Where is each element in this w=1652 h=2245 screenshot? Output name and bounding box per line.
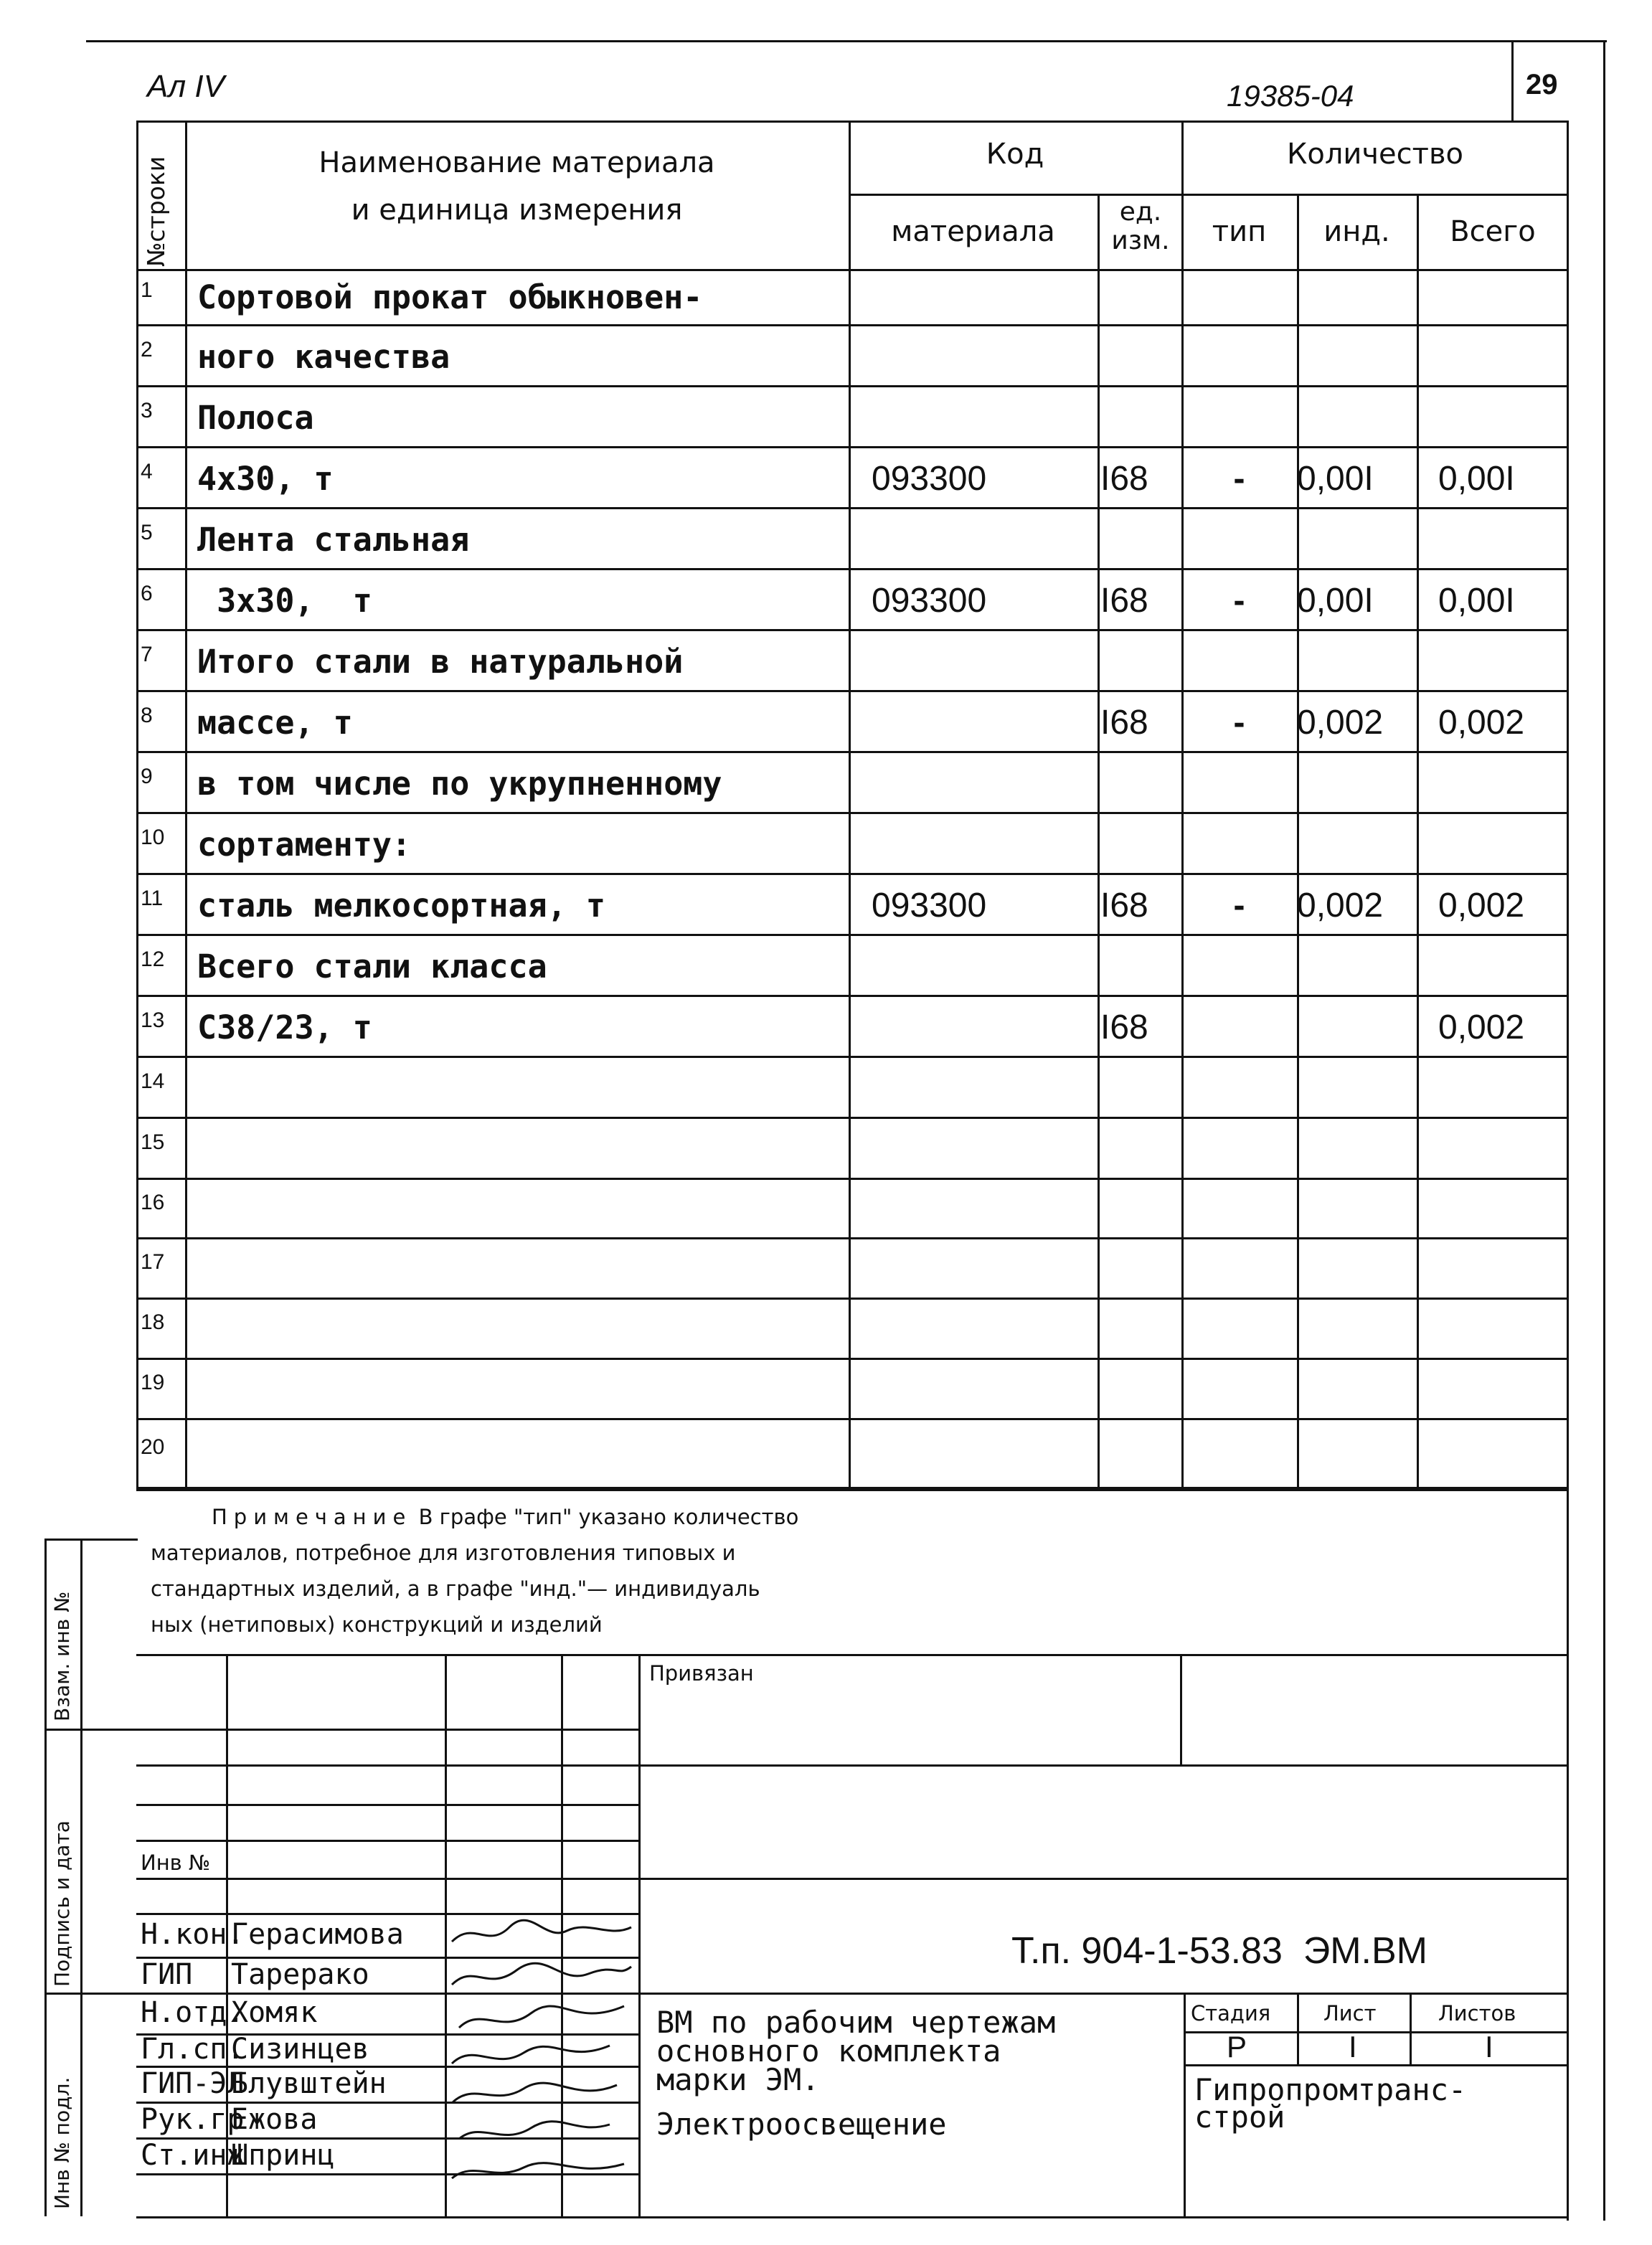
quantity-total: 0,00I [1438, 582, 1515, 620]
quantity-total [1438, 1360, 1567, 1420]
quantity-total: 0,002 [1438, 887, 1525, 925]
unit-code [1100, 387, 1179, 448]
table-row [0, 875, 1569, 936]
row-number: 7 [141, 643, 153, 666]
note-line3: стандартных изделий, а в графе "инд."— индивидуаль [151, 1577, 760, 1601]
signer-role: ГИП-ЭЛ [141, 2067, 245, 2100]
quantity-total [1438, 509, 1567, 570]
material-name: сортаменту: [197, 826, 412, 864]
organization [1194, 2072, 1467, 2135]
sheet-value: I [1349, 2030, 1357, 2064]
material-code [872, 692, 1087, 753]
row-number: 19 [141, 1371, 165, 1394]
quantity-total [1438, 753, 1567, 814]
quantity-ind [1297, 1239, 1417, 1300]
quantity-total [1438, 1119, 1567, 1180]
page-number: 29 [1526, 69, 1558, 100]
quantity-ind: 0,002 [1297, 887, 1384, 925]
stage-label: Стадия [1191, 2001, 1271, 2026]
material-name: ного качества [197, 338, 450, 376]
quantity-ind [1297, 1420, 1417, 1489]
row-number: 14 [141, 1069, 165, 1093]
header-type: тип [1212, 215, 1267, 248]
stamp-signature-date: Подпись и дата [50, 1820, 74, 1987]
material-code [872, 997, 1087, 1058]
quantity-total [1438, 1239, 1567, 1300]
header-total: Всего [1450, 215, 1536, 248]
signer-name: Сизинцев [231, 2033, 369, 2066]
row-number: 17 [141, 1250, 165, 1274]
quantity-type [1181, 1058, 1297, 1119]
unit-code [1100, 936, 1179, 997]
table-row [0, 509, 1569, 570]
header-quantity: Количество [1286, 138, 1463, 171]
material-name: 4x30, т [197, 460, 334, 498]
quantity-type [1181, 753, 1297, 814]
quantity-type [1181, 936, 1297, 997]
signer-name: Герасимова [231, 1918, 404, 1951]
quantity-ind [1297, 326, 1417, 387]
material-code: 093300 [872, 887, 987, 925]
signer-name: Тарерако [231, 1958, 369, 1991]
material-name: Сортовой прокат обыкновен- [197, 278, 703, 316]
signer-role: Н.кон. [141, 1918, 245, 1951]
table-row [0, 269, 1569, 326]
quantity-ind [1297, 814, 1417, 875]
header-code: Код [986, 138, 1044, 171]
unit-code [1100, 631, 1179, 692]
quantity-ind: 0,00I [1297, 460, 1374, 498]
quantity-ind [1297, 269, 1417, 326]
material-code [872, 753, 1087, 814]
table-row [0, 997, 1569, 1058]
quantity-ind [1297, 997, 1417, 1058]
material-code [872, 269, 1087, 326]
table-row [0, 1058, 1569, 1119]
signer-role: ГИП [141, 1958, 193, 1991]
material-code [872, 1058, 1087, 1119]
row-number: 15 [141, 1130, 165, 1154]
row-number: 13 [141, 1008, 165, 1032]
organization-line1: Гипропромтранс- [1194, 2072, 1467, 2107]
material-name [197, 1119, 846, 1180]
row-number: 1 [141, 278, 153, 302]
row-number: 4 [141, 460, 153, 483]
quantity-type [1181, 509, 1297, 570]
material-name: Итого стали в натуральной [197, 643, 684, 681]
row-number: 5 [141, 521, 153, 544]
header-material: материала [891, 215, 1055, 248]
quantity-type: - [1233, 460, 1245, 498]
quantity-ind [1297, 1180, 1417, 1239]
material-name [197, 1360, 846, 1420]
unit-code [1100, 814, 1179, 875]
quantity-total: 0,002 [1438, 704, 1525, 742]
unit-code [1100, 753, 1179, 814]
quantity-type [1181, 1180, 1297, 1239]
material-name: 3x30, т [197, 582, 372, 620]
quantity-type [1181, 1360, 1297, 1420]
table-row [0, 1239, 1569, 1300]
table-row [0, 326, 1569, 387]
quantity-type [1181, 1119, 1297, 1180]
quantity-total [1438, 1058, 1567, 1119]
signer-name: Ежова [231, 2103, 318, 2136]
right-frame-line [1603, 40, 1605, 2221]
sheets-value: I [1485, 2030, 1493, 2064]
stamp-inv-podl: Инв № подл. [50, 2076, 74, 2209]
quantity-total: 0,00I [1438, 460, 1515, 498]
quantity-total [1438, 387, 1567, 448]
quantity-ind [1297, 1058, 1417, 1119]
quantity-type [1181, 1239, 1297, 1300]
note-text [151, 1499, 798, 1643]
corner-mark: Ал IV [147, 69, 225, 104]
signer-role: Ст.инж [141, 2139, 245, 2172]
material-name [197, 1300, 846, 1360]
table-row [0, 631, 1569, 692]
quantity-ind [1297, 753, 1417, 814]
unit-code [1100, 269, 1179, 326]
document-number: 19385-04 [1227, 79, 1354, 113]
note-line4: ных (нетиповых) конструкций и изделий [151, 1612, 603, 1637]
quantity-type [1181, 631, 1297, 692]
note-line1: В графе "тип" указано количество [418, 1505, 799, 1529]
table-row [0, 448, 1569, 509]
material-code: 093300 [872, 460, 987, 498]
material-code [872, 1420, 1087, 1489]
table-row [0, 387, 1569, 448]
row-number: 12 [141, 947, 165, 971]
material-name: С38/23, т [197, 1008, 372, 1046]
quantity-total [1438, 814, 1567, 875]
table-row [0, 1180, 1569, 1239]
stage-value: Р [1227, 2030, 1247, 2064]
signer-role: Рук.гр [141, 2103, 245, 2136]
header-ind: инд. [1323, 215, 1390, 248]
material-name: Всего стали класса [197, 947, 547, 986]
header-unit: ед. изм. [1111, 197, 1170, 255]
material-name [197, 1058, 846, 1119]
row-number: 6 [141, 582, 153, 605]
unit-code [1100, 326, 1179, 387]
table-row [0, 936, 1569, 997]
description-line1: ВМ по рабочим чертежам [656, 2005, 1056, 2040]
quantity-type [1181, 387, 1297, 448]
quantity-ind: 0,00I [1297, 582, 1374, 620]
organization-line2: строй [1194, 2099, 1285, 2135]
row-number: 18 [141, 1310, 165, 1334]
quantity-total [1438, 326, 1567, 387]
quantity-total [1438, 1300, 1567, 1360]
quantity-type: - [1233, 704, 1245, 742]
quantity-type [1181, 326, 1297, 387]
quantity-ind [1297, 1119, 1417, 1180]
unit-code: I68 [1100, 704, 1148, 742]
quantity-ind [1297, 387, 1417, 448]
header-name-line2: и единица измерения [351, 194, 683, 227]
table-row [0, 1360, 1569, 1420]
table-row [0, 1300, 1569, 1360]
quantity-ind [1297, 631, 1417, 692]
quantity-ind [1297, 509, 1417, 570]
quantity-ind [1297, 1300, 1417, 1360]
row-number: 20 [141, 1435, 165, 1459]
quantity-total [1438, 936, 1567, 997]
description-line3: марки ЭМ. [656, 2062, 820, 2097]
material-code [872, 509, 1087, 570]
signer-role: Н.отд. [141, 1996, 245, 2029]
row-number: 9 [141, 765, 153, 788]
quantity-type: - [1233, 887, 1245, 925]
unit-code [1100, 509, 1179, 570]
material-name: в том числе по укрупненному [197, 765, 722, 803]
row-number: 8 [141, 704, 153, 727]
table-row [0, 1119, 1569, 1180]
material-name: Лента стальная [197, 521, 470, 559]
table-row [0, 753, 1569, 814]
material-code [872, 1239, 1087, 1300]
unit-code: I68 [1100, 887, 1148, 925]
signer-name: Блувштейн [231, 2067, 387, 2100]
quantity-type [1181, 1420, 1297, 1489]
privyazan-label: Привязан [649, 1661, 754, 1686]
stamp-vzam-inv: Взам. инв № [50, 1591, 74, 1721]
description-line2: основного комплекта [656, 2033, 1001, 2069]
quantity-type [1181, 814, 1297, 875]
material-code [872, 631, 1087, 692]
material-code [872, 1180, 1087, 1239]
header-row-number: №строки [142, 156, 170, 267]
table-row [0, 1420, 1569, 1489]
sheets-label: Листов [1438, 2001, 1516, 2026]
quantity-total [1438, 631, 1567, 692]
unit-code [1100, 1300, 1179, 1360]
table-row [0, 570, 1569, 631]
row-number: 10 [141, 826, 165, 849]
quantity-total [1438, 1420, 1567, 1489]
handwritten-signatures [445, 1913, 638, 2214]
sheet-label: Лист [1323, 2001, 1377, 2026]
table-row [0, 814, 1569, 875]
material-code [872, 1300, 1087, 1360]
unit-code [1100, 1239, 1179, 1300]
material-name: Полоса [197, 399, 314, 437]
material-code [872, 326, 1087, 387]
unit-code: I68 [1100, 582, 1148, 620]
material-code [872, 936, 1087, 997]
description [656, 2005, 1056, 2142]
description-line4: Электроосвещение [656, 2107, 947, 2142]
signer-name: Шпринц [231, 2139, 335, 2172]
unit-code: I68 [1100, 1008, 1148, 1046]
header-name-line1: Наименование материала [318, 146, 715, 179]
material-name: массе, т [197, 704, 353, 742]
material-code [872, 387, 1087, 448]
quantity-total: 0,002 [1438, 1008, 1525, 1046]
signer-name: Хомяк [231, 1996, 318, 2029]
material-code: 093300 [872, 582, 987, 620]
unit-code [1100, 1119, 1179, 1180]
unit-code [1100, 1058, 1179, 1119]
row-number: 2 [141, 338, 153, 361]
material-name: сталь мелкосортная, т [197, 887, 605, 925]
material-code [872, 1360, 1087, 1420]
material-name [197, 1239, 846, 1300]
unit-code [1100, 1180, 1179, 1239]
note-label: Примечание [212, 1505, 412, 1529]
row-number: 3 [141, 399, 153, 422]
quantity-total [1438, 1180, 1567, 1239]
quantity-ind [1297, 1360, 1417, 1420]
signer-role: Гл.сп. [141, 2033, 245, 2066]
unit-code [1100, 1360, 1179, 1420]
quantity-type [1181, 997, 1297, 1058]
page-number-box [1511, 42, 1514, 120]
row-number: 11 [141, 887, 164, 910]
material-code [872, 814, 1087, 875]
quantity-ind: 0,002 [1297, 704, 1384, 742]
table-row [0, 692, 1569, 753]
unit-code [1100, 1420, 1179, 1489]
quantity-total [1438, 269, 1567, 326]
inv-no-label: Инв № [141, 1851, 211, 1875]
top-border-line [86, 40, 1607, 42]
row-number: 16 [141, 1191, 165, 1214]
quantity-ind [1297, 936, 1417, 997]
material-name [197, 1420, 846, 1489]
document-code: Т.п. 904-1-53.83 ЭМ.ВМ [1011, 1930, 1427, 1972]
quantity-type [1181, 1300, 1297, 1360]
material-name [197, 1180, 846, 1239]
quantity-type: - [1233, 582, 1245, 620]
material-code [872, 1119, 1087, 1180]
unit-code: I68 [1100, 460, 1148, 498]
note-line2: материалов, потребное для изготовления типовых и [151, 1541, 736, 1565]
quantity-type [1181, 269, 1297, 326]
